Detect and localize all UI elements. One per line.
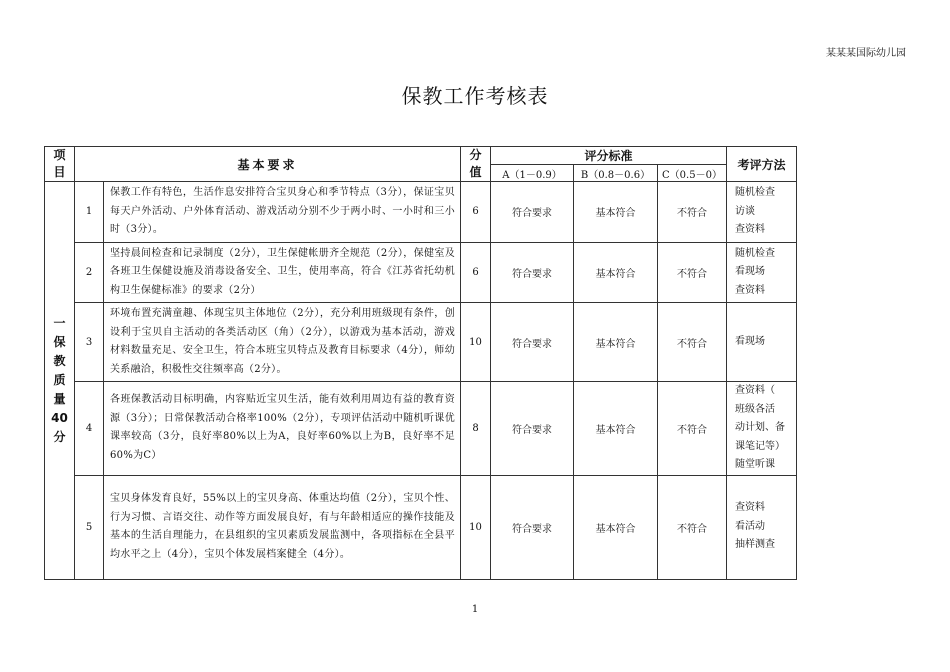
row-number: 5 <box>75 475 104 579</box>
method-cell: 看现场 <box>727 303 797 382</box>
page-number: 1 <box>471 604 479 615</box>
header-criteria: 评分标准 <box>491 147 727 165</box>
requirement-text: 各班保教活动目标明确，内容贴近宝贝生活，能有效利用周边有益的教育资源（3分）；日常保教活动合格率100%（2分），专项评估活动中随机听课优课率较高（3分，良好率80%以上为A，良好率60%以上为B，良好率不足60%为C） <box>104 382 461 476</box>
assessment-table <box>44 146 797 580</box>
score-value: 6 <box>461 182 491 243</box>
header-method: 考评方法 <box>727 147 797 182</box>
header-grade-a: A（1－0.9） <box>491 165 574 182</box>
grade-a-cell: 符合要求 <box>491 475 574 579</box>
grade-c-cell: 不符合 <box>658 475 727 579</box>
header-score: 分 值 <box>461 147 491 182</box>
row-number: 1 <box>75 182 104 243</box>
grade-c-cell: 不符合 <box>658 382 727 476</box>
grade-b-cell: 基本符合 <box>574 475 658 579</box>
header-grade-c: C（0.5－0） <box>658 165 727 182</box>
grade-b-cell: 基本符合 <box>574 242 658 303</box>
grade-b-cell: 基本符合 <box>574 303 658 382</box>
header-requirement: 基本要求 <box>75 147 461 182</box>
method-cell: 查资料（ 班级各活 动计划、备 课笔记等） 随堂听课 <box>727 382 797 476</box>
header-row <box>45 147 797 165</box>
header-item: 项 目 <box>45 147 75 182</box>
grade-a-cell: 符合要求 <box>491 303 574 382</box>
requirement-text: 环境布置充满童趣、体现宝贝主体地位（2分），充分利用班级现有条件，创设利于宝贝自主活动的各类活动区（角）（2分），以游戏为基本活动，游戏材料数量充足、安全卫生，符合本班宝贝特点及教育目标要求（4分），师幼关系融洽，积极性交往频率高（2分）。 <box>104 303 461 382</box>
table-row <box>45 475 797 579</box>
header-grade-b: B（0.8－0.6） <box>574 165 658 182</box>
table-row <box>45 303 797 382</box>
row-number: 4 <box>75 382 104 476</box>
grade-a-cell: 符合要求 <box>491 382 574 476</box>
document-title: 保教工作考核表 <box>401 84 549 108</box>
grade-c-cell: 不符合 <box>658 182 727 243</box>
score-value: 8 <box>461 382 491 476</box>
row-number: 2 <box>75 242 104 303</box>
table-row <box>45 182 797 243</box>
score-value: 6 <box>461 242 491 303</box>
grade-a-cell: 符合要求 <box>491 242 574 303</box>
grade-b-cell: 基本符合 <box>574 182 658 243</box>
grade-c-cell: 不符合 <box>658 242 727 303</box>
grade-a-cell: 符合要求 <box>491 182 574 243</box>
grade-b-cell: 基本符合 <box>574 382 658 476</box>
score-value: 10 <box>461 475 491 579</box>
table-row <box>45 382 797 476</box>
row-number: 3 <box>75 303 104 382</box>
score-value: 10 <box>461 303 491 382</box>
requirement-text: 宝贝身体发育良好，55%以上的宝贝身高、体重达均值（2分），宝贝个性、行为习惯、言语交往、动作等方面发展良好，有与年龄相适应的操作技能及基本的生活自理能力，在县组织的宝贝素质发展监测中，各项指标在全县平均水平之上（4分），宝贝个体发展档案健全（4分）。 <box>104 475 461 579</box>
method-cell: 查资料 看活动 抽样测查 <box>727 475 797 579</box>
requirement-text: 保教工作有特色，生活作息安排符合宝贝身心和季节特点（3分），保证宝贝每天户外活动、户外体育活动、游戏活动分别不少于两小时、一小时和三小时（3分）。 <box>104 182 461 243</box>
grade-c-cell: 不符合 <box>658 303 727 382</box>
method-cell: 随机检查 访谈 查资料 <box>727 182 797 243</box>
organization-name: 某某某国际幼儿园 <box>826 48 906 59</box>
category-cell: 一 保 教 质 量 40 分 <box>45 182 75 580</box>
table-row <box>45 242 797 303</box>
method-cell: 随机检查 看现场 查资料 <box>727 242 797 303</box>
requirement-text: 坚持晨间检查和记录制度（2分），卫生保健帐册齐全规范（2分），保健室及各班卫生保健设施及消毒设备安全、卫生，使用率高，符合《江苏省托幼机构卫生保健标准》的要求（2分） <box>104 242 461 303</box>
